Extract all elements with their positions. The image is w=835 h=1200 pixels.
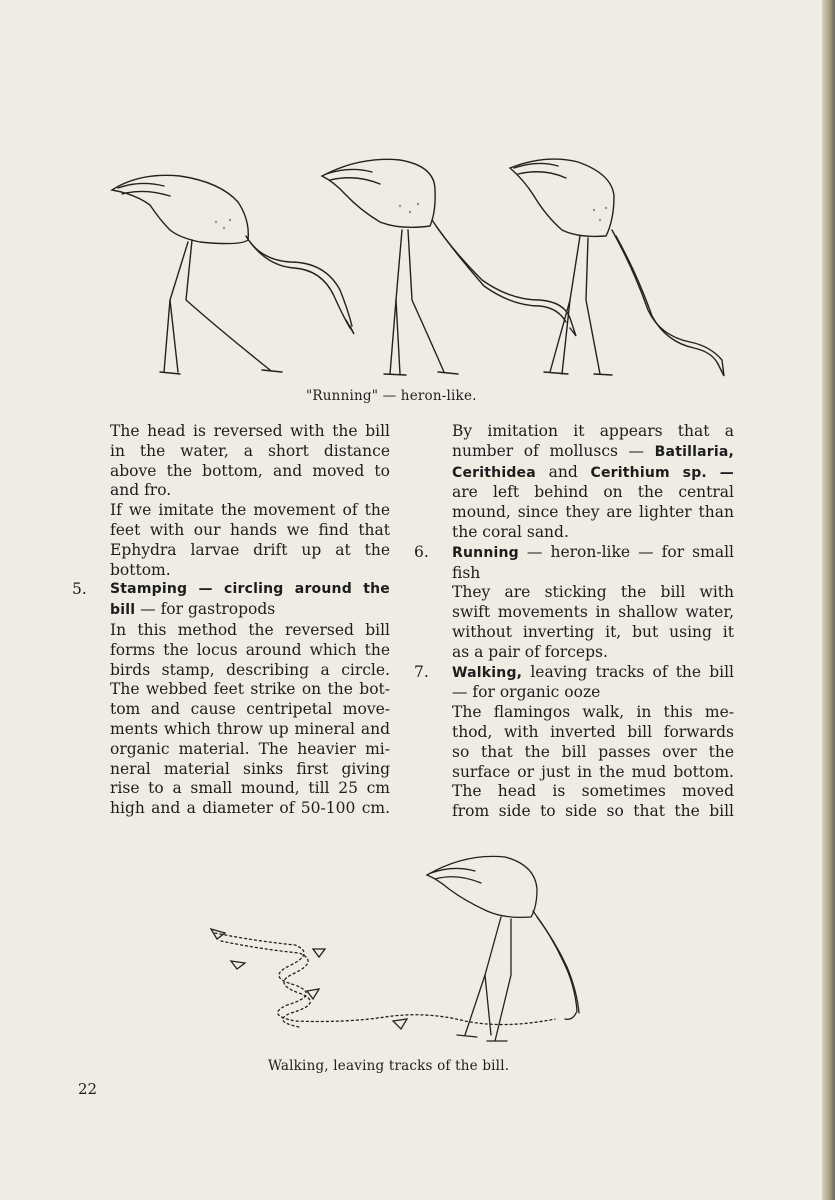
- species-name: Batillaria,: [654, 443, 734, 460]
- item-heading-bold: Running: [452, 544, 519, 561]
- running-flamingos-illustration: [100, 150, 740, 385]
- text-line: If we imitate the movement of the: [110, 501, 390, 520]
- text-line: The flamingos walk, in this me-: [452, 703, 734, 722]
- top-figure-caption: "Running" — heron-like.: [306, 388, 477, 404]
- species-name: Cerithidea: [452, 464, 536, 481]
- walking-flamingo-illustration: [195, 845, 595, 1045]
- item-heading-rest: — heron-like — for small: [518, 542, 734, 561]
- text-line: high and a diameter of 50-100 cm.: [110, 799, 390, 818]
- text-line: as a pair of forceps.: [452, 642, 608, 661]
- list-item-7: [414, 662, 734, 822]
- text-line: birds stamp, describing a circle.: [110, 660, 390, 679]
- text-line: are left behind on the central: [452, 483, 734, 502]
- text-line: mound, since they are lighter than: [452, 503, 734, 522]
- text-line: the coral sand.: [452, 522, 569, 541]
- item-heading-rest: leaving tracks of the bill: [522, 662, 734, 681]
- list-number: 6.: [414, 542, 429, 561]
- list-item-6: [414, 542, 734, 663]
- text-line: They are sticking the bill with: [452, 583, 734, 602]
- text-line: The head is reversed with the bill: [110, 422, 390, 440]
- text-line: rise to a small mound, till 25 cm: [110, 779, 390, 798]
- text-line: The webbed feet strike on the bot-: [110, 680, 390, 699]
- text-line: so that the bill passes over the: [452, 742, 734, 761]
- text-line: surface or just in the mud bottom.: [452, 762, 734, 781]
- list-number: 7.: [414, 662, 429, 681]
- text-line: In this method the reversed bill: [110, 620, 390, 639]
- list-item-5: [72, 580, 390, 819]
- text-line: and fro.: [110, 481, 172, 500]
- item-heading-line2: — for organic ooze: [452, 683, 601, 702]
- text-line: in the water, a short distance: [110, 441, 390, 460]
- text-line: organic material. The heavier mi-: [110, 739, 390, 758]
- text-line: from side to side so that the bill: [452, 802, 734, 821]
- item-heading-rest: — for gastropods: [135, 600, 276, 619]
- page-number: 22: [78, 1080, 98, 1098]
- show-through-text: [110, 402, 114, 418]
- right-column: [414, 422, 734, 822]
- item-heading-line2: fish: [452, 563, 481, 582]
- species-name: Cerithium sp. —: [590, 464, 734, 481]
- list-number: 5.: [72, 580, 87, 599]
- bottom-figure-caption: Walking, leaving tracks of the bill.: [268, 1058, 510, 1074]
- item-heading-bold: Walking,: [452, 664, 523, 681]
- text-line: Ephydra larvae drift up at the: [110, 540, 390, 559]
- text-fragment: and: [535, 462, 591, 481]
- left-column: [72, 422, 390, 819]
- text-line: swift movements in shallow water,: [452, 603, 734, 622]
- item-heading-bold: bill: [110, 602, 136, 619]
- text-line: above the bottom, and moved to: [110, 461, 390, 480]
- text-line: feet with our hands we find that: [110, 520, 390, 539]
- text-line: The head is sometimes moved: [452, 782, 734, 801]
- text-line: neral material sinks first giving: [110, 759, 390, 778]
- text-line: thod, with inverted bill forwards: [452, 722, 734, 741]
- text-line: bottom.: [110, 560, 171, 579]
- text-line: without inverting it, but using it: [452, 622, 734, 641]
- item-heading: Stamping — circling around the: [110, 581, 390, 598]
- text-line: forms the locus around which the: [110, 640, 390, 659]
- book-spine-edge: [822, 0, 835, 1200]
- text-line: ments which throw up mineral and: [110, 719, 390, 738]
- text-fragment: number of molluscs —: [452, 441, 655, 460]
- text-line: By imitation it appears that a: [452, 422, 734, 440]
- text-line: tom and cause centripetal move-: [110, 700, 390, 719]
